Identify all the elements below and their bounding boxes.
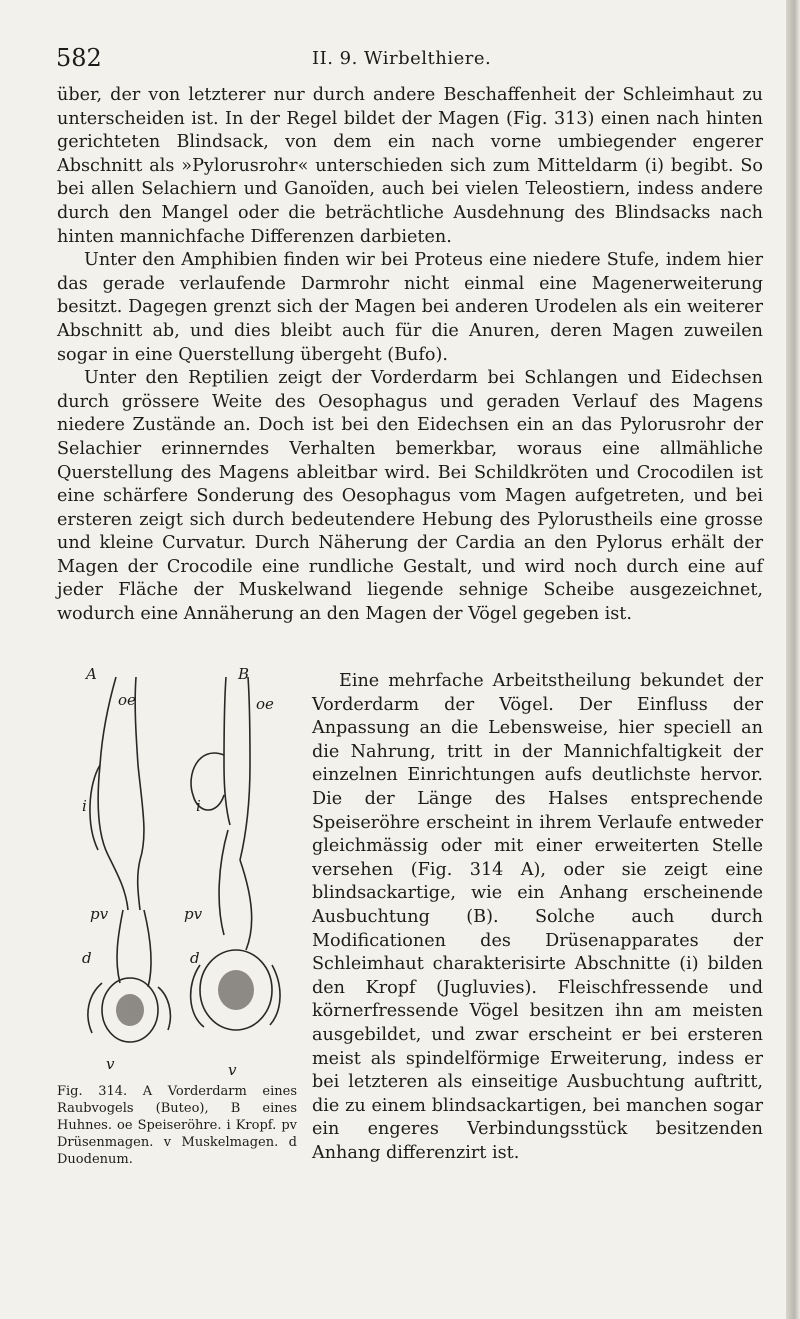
figure-caption: Fig. 314. A Vorderdarm eines Raubvogels (Buteo), B eines Huhnes. oe Speiseröhre. i Kropf. pv Drüsenmagen. v Muskelmagen. d Duodenum. — [57, 1084, 297, 1167]
page-edge — [786, 0, 800, 1319]
label-pv-b: pv — [184, 905, 203, 923]
label-a: A — [86, 665, 97, 683]
figure-314 — [78, 665, 298, 1085]
label-i-a: i — [82, 797, 87, 815]
label-pv-a: pv — [90, 905, 109, 923]
running-title: II. 9. Wirbelthiere. — [312, 48, 492, 69]
paragraph: Unter den Amphibien finden wir bei Proteus eine niedere Stufe, indem hier das gerade verlaufende Darmrohr nicht einmal eine Magenerweiterung besitzt. Dagegen grenzt sich der Magen bei anderen Urodelen als ein weiterer Abschnitt ab, und dies bleibt auch für die Anuren, deren Magen zuweilen sogar in eine Querstellung übergeht (Bufo). — [57, 250, 763, 365]
side-text — [312, 670, 763, 1165]
label-i-b: i — [196, 797, 201, 815]
label-v-a: v — [106, 1055, 115, 1073]
label-d-b: d — [190, 949, 200, 967]
paragraph: über, der von letzterer nur durch andere Beschaffenheit der Schleimhaut zu unterscheiden ist. In der Regel bildet der Magen (Fig. 313) einen nach hinten gerichteten Blindsack, von dem ein nach vorne umbiegender engerer Abschnitt als »Pylorusrohr« unterschieden sich zum Mitteldarm (i) begibt. So bei allen Selachiern und Ganoïden, auch bei vielen Teleostiern, indess andere durch den Mangel oder die beträchtliche Ausdehnung des Blindsacks nach hinten mannichfache Differenzen darbieten. — [57, 85, 763, 247]
label-oe-a: oe — [118, 691, 136, 709]
paragraph: Eine mehrfache Arbeitstheilung bekundet der Vorderdarm der Vögel. Der Einfluss der Anpassung an die Lebensweise, hier speciell an die Nahrung, tritt in der Mannichfaltigkeit der einzelnen Einrichtungen aufs deutlichste hervor. Die der Länge des Halses entsprechende Speiseröhre erscheint in ihrem Verlaufe entweder gleichmässig oder mit einer erweiterten Stelle versehen (Fig. 314 A), oder sie zeigt eine blindsackartige, wie ein Anhang erscheinende Ausbuchtung (B). Solche auch durch Modificationen des Drüsenapparates der Schleimhaut charakterisirte Abschnitte (i) bilden den Kropf (Jugluvies). Fleischfressende und körnerfressende Vögel besitzen ihn am meisten ausgebildet, und zwar erscheint er bei ersteren meist als spindelförmige Erweiterung, indess er bei letzteren als einseitige Ausbuchtung auftritt, die zu einem blindsackartigen, bei manchen sogar ein engeres Verbindungsstück besitzenden Anhang differenzirt ist. — [312, 671, 763, 1163]
label-oe-b: oe — [256, 695, 274, 713]
oesophagus-a-outline — [98, 677, 128, 910]
page-header — [56, 44, 760, 74]
paragraph: Unter den Reptilien zeigt der Vorderdarm bei Schlangen und Eidechsen durch grössere Weite des Oesophagus und geraden Verlauf des Magens niedere Zustände an. Doch ist bei den Eidechsen ein an das Pylorusrohr der Selachier erinnerndes Verhalten bemerkbar, woraus eine allmähliche Querstellung des Magens ableitbar wird. Bei Schildkröten und Crocodilen ist eine schärfere Sonderung des Oesophagus vom Magen aufgetreten, und bei ersteren zeigt sich durch bedeutendere Hebung des Pylorustheils eine grosse und kleine Curvatur. Durch Näherung der Cardia an den Pylorus erhält der Magen der Crocodile eine rundliche Gestalt, und wird noch durch eine auf jeder Fläche der Muskelwand liegende sehnige Scheibe ausgezeichnet, wodurch eine Annäherung an den Magen der Vögel gegeben ist. — [57, 368, 763, 625]
label-v-b: v — [228, 1061, 237, 1079]
oesophagus-b-outline — [224, 677, 230, 825]
main-text — [57, 84, 763, 627]
anatomy-illustration — [78, 665, 298, 1085]
page-number: 582 — [56, 44, 102, 72]
label-b: B — [238, 665, 250, 683]
label-d-a: d — [82, 949, 92, 967]
